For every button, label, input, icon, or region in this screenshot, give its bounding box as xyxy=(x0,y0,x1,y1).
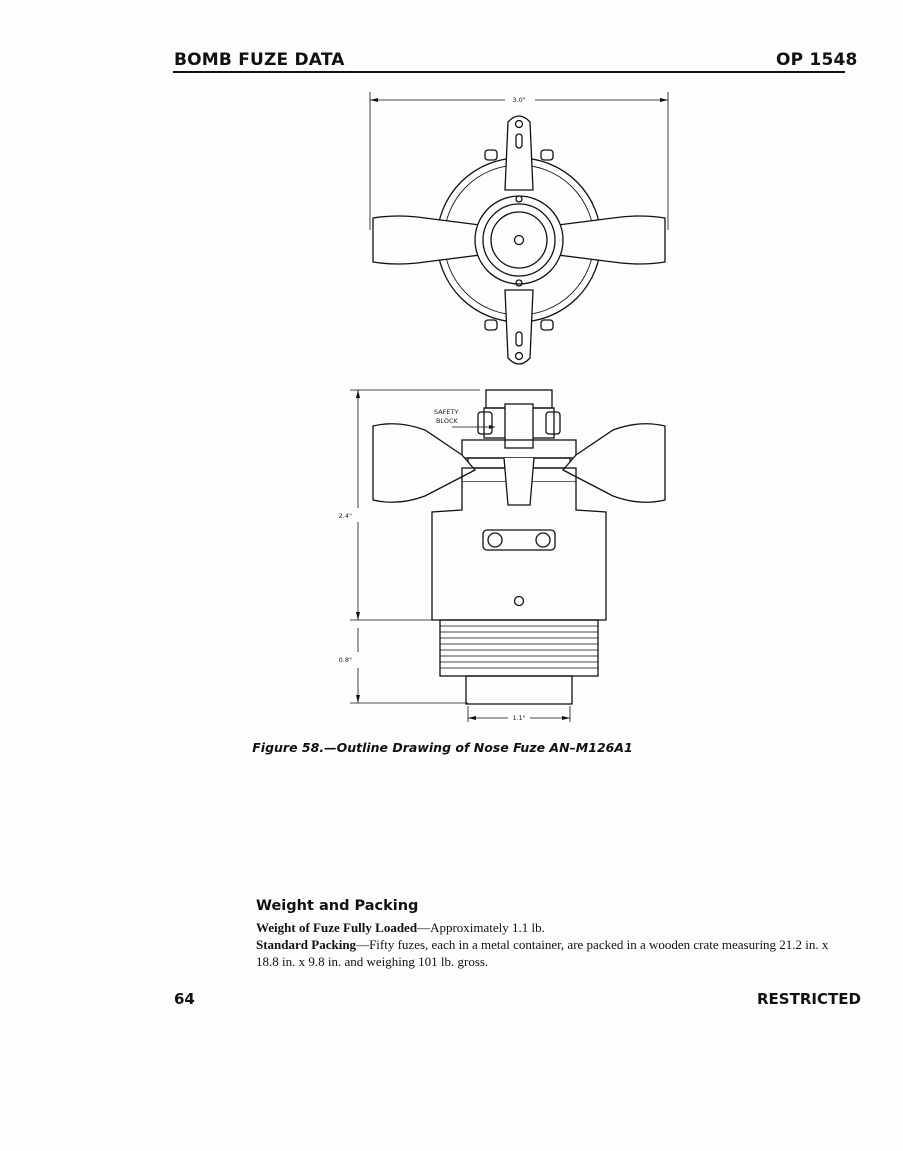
page-number: 64 xyxy=(174,990,195,1008)
dimension-bottom-width: 1.1" xyxy=(512,714,526,722)
top-view xyxy=(370,92,668,364)
packing-text: —Fifty fuzes, each in a metal container, are packed in a wooden crate measuring 21.2 in. x 18.8 in. x 9.8 in. and weighing 101 lb. gross. xyxy=(256,937,829,969)
weight-and-packing-section xyxy=(256,898,846,970)
document-number: OP 1548 xyxy=(776,50,858,70)
section-heading: Weight and Packing xyxy=(256,898,419,914)
dimension-thread-height: 0.8" xyxy=(338,656,352,664)
safety-block-label-line2: BLOCK xyxy=(436,417,458,425)
weight-label: Weight of Fuze Fully Loaded xyxy=(256,920,418,935)
header-title: BOMB FUZE DATA xyxy=(174,50,345,70)
packing-label: Standard Packing xyxy=(256,937,357,952)
weight-text: —Approximately 1.1 lb. xyxy=(417,920,545,935)
safety-block-label-line1: SAFETY xyxy=(434,408,459,416)
packing-paragraph xyxy=(256,936,846,970)
figure-caption xyxy=(0,740,903,755)
figure-caption-text: Figure 58.—Outline Drawing of Nose Fuze AN–M126A1 xyxy=(252,740,633,755)
side-view xyxy=(350,390,665,722)
dimension-top-width: 3.0" xyxy=(512,96,526,104)
classification-marking: RESTRICTED xyxy=(757,990,861,1008)
dimension-height: 2.4" xyxy=(338,512,352,520)
weight-paragraph xyxy=(256,919,846,936)
